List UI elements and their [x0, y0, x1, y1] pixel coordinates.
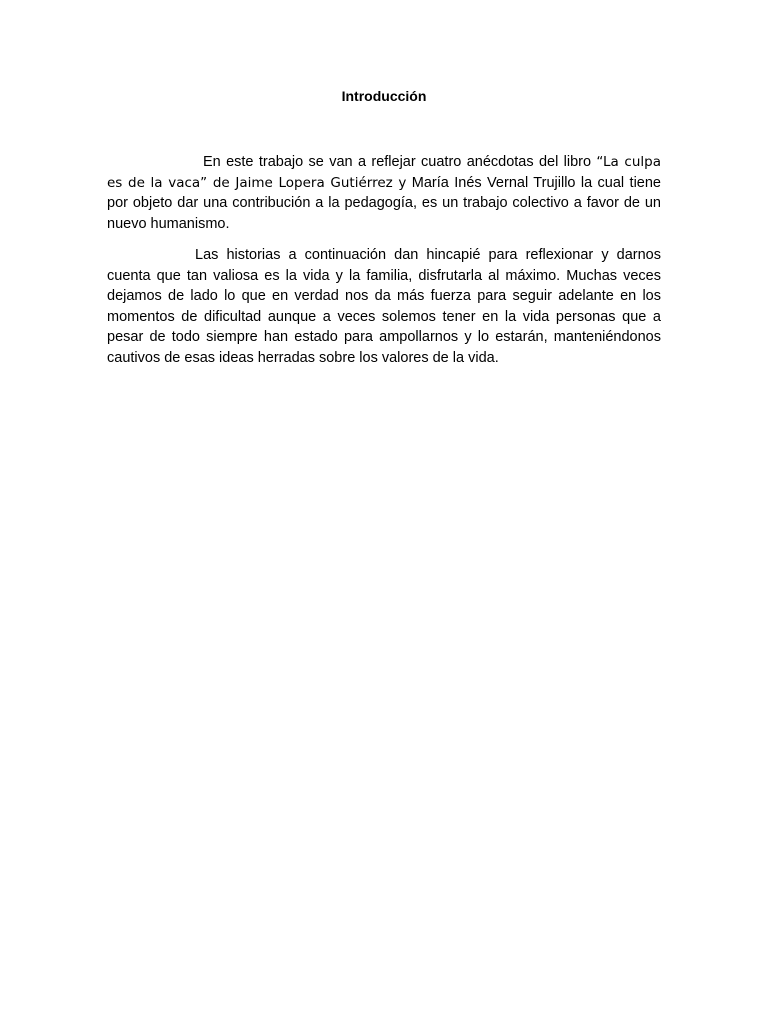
paragraph-1 — [107, 152, 661, 234]
page-title: Introducción — [341, 88, 427, 104]
paragraph-1-text-a: En este trabajo se van a reflejar cuatro anécdotas del libro — [203, 154, 597, 170]
paragraph-2: Las historias a continuación dan hincapié para reflexionar y darnos cuenta que tan valiosa es la vida y la familia, disfrutarla al máximo. Muchas veces dejamos de lado lo que en verdad nos da más fuerza para seguir adelante en los momentos de dificultad aunque a veces solemos tener en la vida personas que a pesar de todo siempre han estado para ampollarnos y lo estarán, manteniéndonos cautivos de esas ideas herradas sobre los valores de la vida. — [107, 247, 661, 366]
paragraph-1-text-b: María Inés Vernal Trujillo la cual tiene por objeto dar una contribución a la pedagogía, es un trabajo colectivo a favor de un nuevo humanismo. — [107, 174, 661, 232]
paragraph-1-book-reference: “La culpa es de la vaca” de Jaime Lopera Gutiérrez y — [107, 154, 661, 191]
